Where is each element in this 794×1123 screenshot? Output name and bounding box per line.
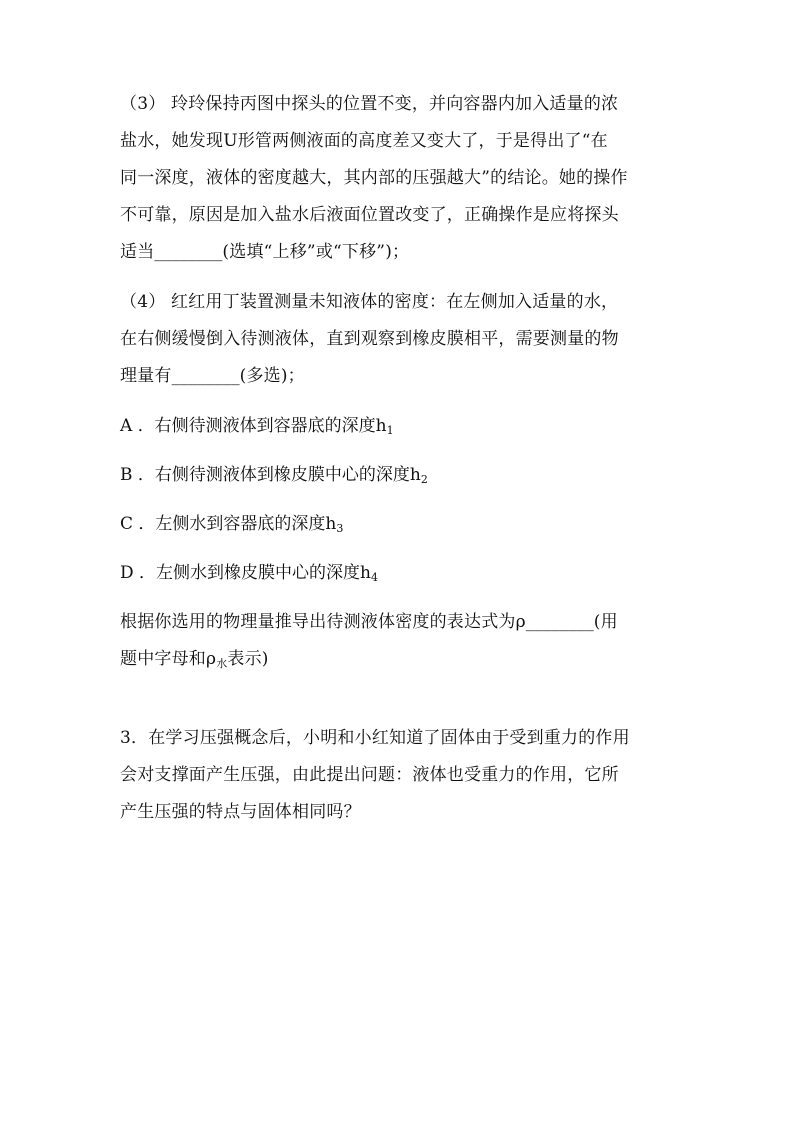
option-text: ．左侧水到橡皮膜中心的深度h bbox=[139, 563, 371, 583]
option-text: ．右侧待测液体到橡皮膜中心的深度h bbox=[137, 465, 421, 485]
text-line: 表示) bbox=[227, 649, 269, 669]
question-3-intro bbox=[120, 720, 680, 831]
part-label: （3） bbox=[120, 94, 166, 114]
text-line: 3．在学习压强概念后，小明和小红知道了固体由于受到重力的作用 bbox=[120, 728, 630, 748]
option-subscript: 4 bbox=[371, 571, 378, 584]
text-line: 同一深度，液体的密度越大，其内部的压强越大”的结论。她的操作 bbox=[120, 168, 628, 188]
document-page bbox=[120, 86, 680, 844]
option-text: ．右侧待测液体到容器底的深度h bbox=[137, 416, 387, 436]
option-text: ．左侧水到容器底的深度h bbox=[138, 514, 337, 534]
text-line: (多选)； bbox=[239, 366, 305, 386]
option-letter: A bbox=[120, 416, 133, 436]
option-b bbox=[120, 457, 680, 494]
option-a bbox=[120, 408, 680, 445]
text-line: 玲玲保持丙图中探头的位置不变，并向容器内加入适量的浓 bbox=[171, 94, 619, 114]
text-line: (用 bbox=[593, 612, 618, 632]
option-subscript: 2 bbox=[420, 473, 428, 486]
option-subscript: 1 bbox=[386, 424, 394, 437]
density-derivation bbox=[120, 604, 680, 678]
answer-blank: ________ bbox=[154, 242, 223, 262]
text-line: (选填“上移”或“下移”)； bbox=[222, 242, 410, 262]
option-d bbox=[120, 555, 680, 592]
answer-blank: ________ bbox=[171, 366, 240, 386]
text-line: 理量有 bbox=[120, 366, 172, 386]
option-c bbox=[120, 506, 680, 543]
text-line: 不可靠，原因是加入盐水后液面位置改变了，正确操作是应将探头 bbox=[120, 205, 619, 225]
text-line: 适当 bbox=[120, 242, 155, 262]
question-3-part-3 bbox=[120, 86, 680, 271]
option-letter: B bbox=[120, 465, 133, 485]
text-line: 盐水，她发现U形管两侧液面的高度差又变大了，于是得出了“在 bbox=[120, 131, 608, 151]
text-line: 根据你选用的物理量推导出待测液体密度的表达式为ρ bbox=[120, 612, 526, 632]
question-3-part-4 bbox=[120, 284, 680, 395]
rho-subscript: 水 bbox=[216, 657, 228, 670]
option-letter: C bbox=[120, 514, 134, 534]
part-label: （4） bbox=[120, 292, 166, 312]
text-line: 在右侧缓慢倒入待测液体，直到观察到橡皮膜相平，需要测量的物 bbox=[120, 329, 619, 349]
option-letter: D bbox=[120, 563, 134, 583]
text-line: 红红用丁装置测量未知液体的密度：在左侧加入适量的水， bbox=[171, 292, 619, 312]
text-line: 题中字母和ρ bbox=[120, 649, 217, 669]
option-subscript: 3 bbox=[336, 522, 344, 535]
answer-blank: ________ bbox=[525, 612, 594, 632]
text-line: 产生压强的特点与固体相同吗？ bbox=[120, 802, 361, 822]
text-line: 会对支撑面产生压强，由此提出问题：液体也受重力的作用，它所 bbox=[120, 765, 619, 785]
